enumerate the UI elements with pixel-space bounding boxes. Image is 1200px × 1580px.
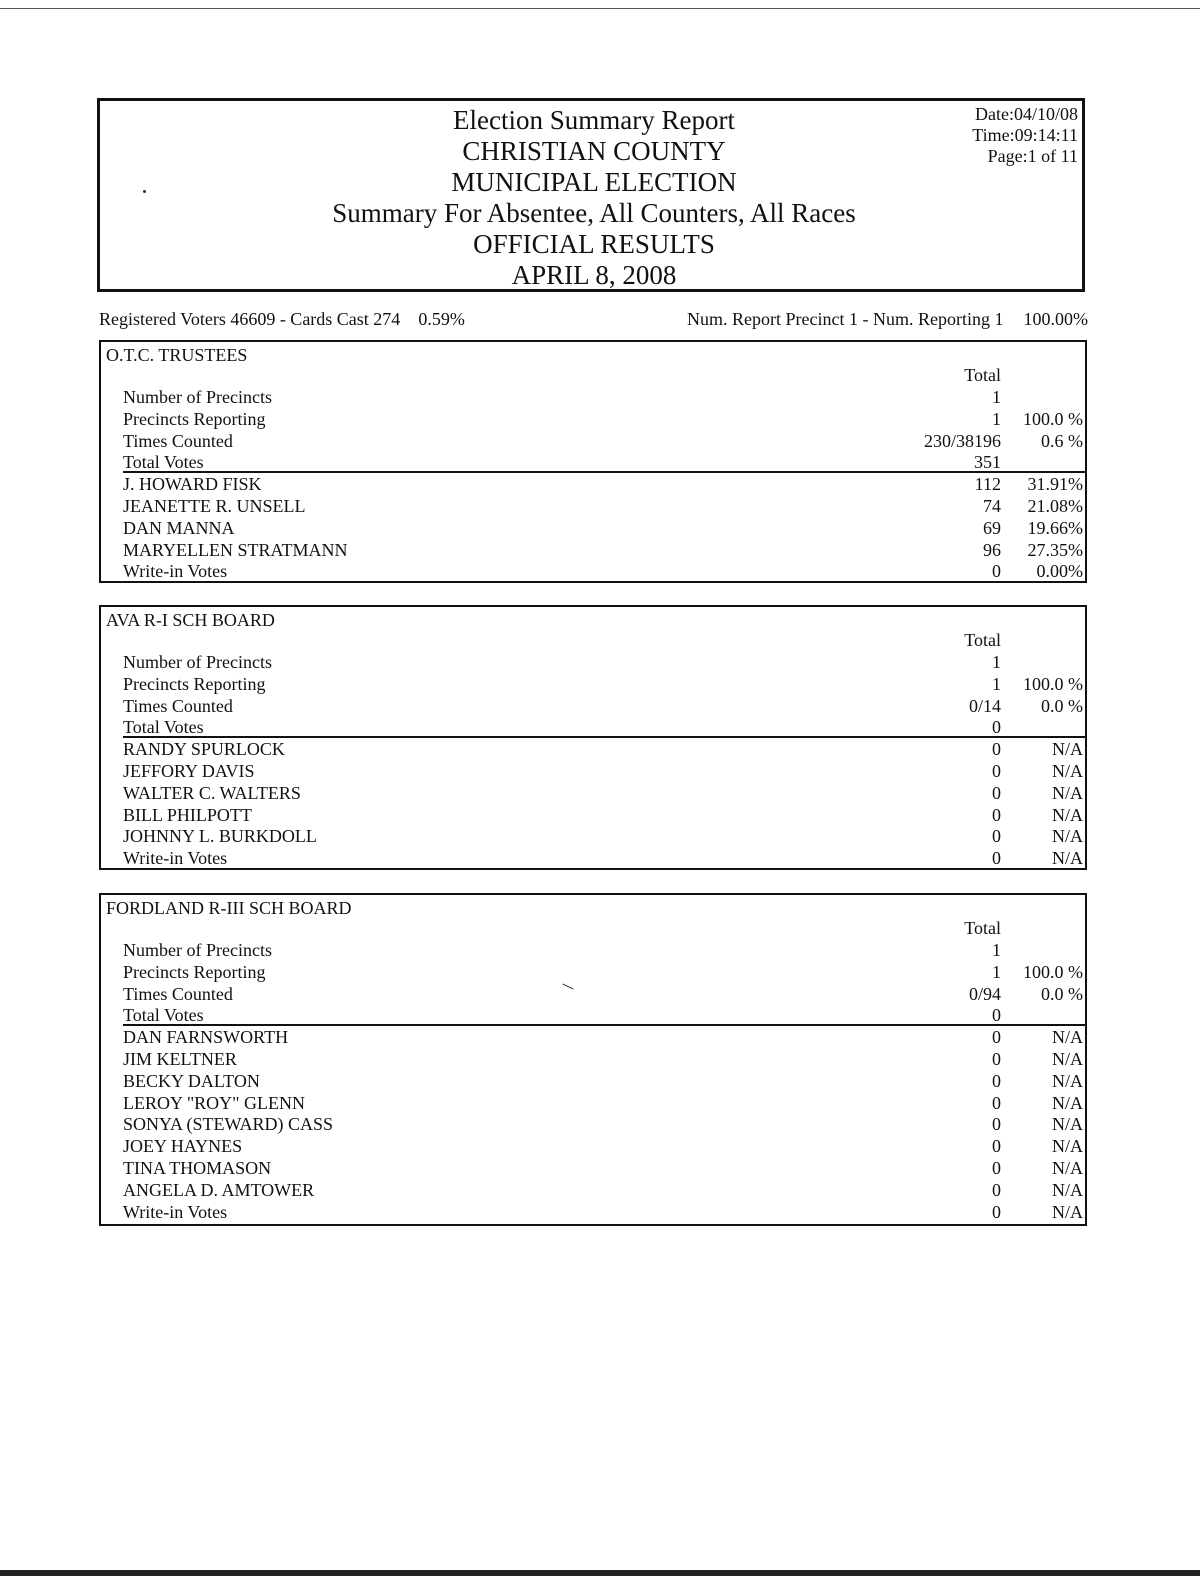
row-label: Number of Precincts bbox=[123, 387, 272, 407]
row-total: 0/94 bbox=[968, 983, 1001, 1004]
total-column-header: Total bbox=[964, 630, 1001, 650]
stat-row bbox=[123, 451, 1083, 473]
race-title: O.T.C. TRUSTEES bbox=[106, 345, 248, 365]
row-percent: N/A bbox=[1052, 1092, 1083, 1113]
row-label: Precincts Reporting bbox=[123, 673, 266, 694]
stat-row bbox=[123, 430, 1083, 452]
row-label: Number of Precincts bbox=[123, 652, 272, 672]
row-total: 0 bbox=[992, 1114, 1001, 1135]
candidate-row bbox=[123, 1070, 1083, 1092]
report-title-block bbox=[100, 105, 1088, 291]
registered-voters-text: Registered Voters 46609 - Cards Cast 274 bbox=[99, 309, 401, 329]
candidate-row bbox=[123, 847, 1083, 869]
row-percent: N/A bbox=[1052, 1158, 1083, 1178]
row-total: 0 bbox=[992, 782, 1001, 803]
summary-scope: Summary For Absentee, All Counters, All Races bbox=[332, 198, 856, 228]
candidate-row bbox=[123, 738, 1083, 760]
row-total: 0 bbox=[992, 717, 1001, 738]
report-title: Election Summary Report bbox=[453, 105, 735, 135]
row-label: DAN MANNA bbox=[123, 517, 235, 538]
row-percent: N/A bbox=[1052, 739, 1083, 760]
row-percent: 0.0 % bbox=[1041, 983, 1083, 1004]
row-percent: 27.35% bbox=[1027, 539, 1083, 560]
election-name: MUNICIPAL ELECTION bbox=[451, 167, 737, 197]
precinct-reporting-summary bbox=[687, 305, 1088, 333]
row-label: RANDY SPURLOCK bbox=[123, 739, 285, 760]
row-label: BILL PHILPOTT bbox=[123, 804, 252, 825]
row-label: JOEY HAYNES bbox=[123, 1136, 243, 1157]
row-label: Precincts Reporting bbox=[123, 408, 266, 429]
row-total: 0 bbox=[992, 1179, 1001, 1200]
page-number: Page:1 of 11 bbox=[987, 146, 1078, 166]
turnout-percent: 0.59% bbox=[418, 309, 465, 329]
row-label: ANGELA D. AMTOWER bbox=[123, 1179, 315, 1200]
row-percent: N/A bbox=[1052, 1201, 1083, 1222]
row-label: MARYELLEN STRATMANN bbox=[123, 539, 348, 560]
candidate-row bbox=[123, 1092, 1083, 1114]
row-total: 1 bbox=[992, 387, 1001, 407]
row-total: 0 bbox=[992, 848, 1001, 869]
row-percent: N/A bbox=[1052, 1027, 1083, 1048]
race-section-ava-school-board bbox=[99, 605, 1087, 870]
turnout-summary bbox=[99, 305, 1088, 333]
report-header bbox=[97, 98, 1085, 292]
row-total: 0 bbox=[992, 1027, 1001, 1048]
row-label: Times Counted bbox=[123, 695, 233, 716]
row-percent: N/A bbox=[1052, 782, 1083, 803]
row-percent: 21.08% bbox=[1027, 496, 1083, 516]
scan-edge-top bbox=[0, 8, 1200, 9]
row-total: 230/38196 bbox=[923, 430, 1001, 451]
row-total: 0 bbox=[992, 561, 1001, 582]
stat-row bbox=[123, 695, 1083, 717]
row-total: 0 bbox=[992, 1005, 1001, 1026]
row-percent: 100.0 % bbox=[1023, 408, 1083, 429]
candidate-row bbox=[123, 1179, 1083, 1201]
row-label: Number of Precincts bbox=[123, 940, 272, 960]
row-label: BECKY DALTON bbox=[123, 1070, 260, 1091]
candidate-row bbox=[123, 495, 1083, 517]
stat-row bbox=[123, 939, 1083, 961]
candidate-row bbox=[123, 539, 1083, 561]
report-meta bbox=[972, 104, 1078, 167]
registered-voters-summary bbox=[99, 305, 465, 333]
row-total: 0 bbox=[992, 1049, 1001, 1069]
county-name: CHRISTIAN COUNTY bbox=[462, 136, 726, 166]
row-percent: 100.0 % bbox=[1023, 673, 1083, 694]
row-total: 1 bbox=[992, 652, 1001, 672]
precinct-reporting-text: Num. Report Precinct 1 - Num. Reporting 1 bbox=[687, 309, 1004, 329]
row-percent: 0.0 % bbox=[1041, 695, 1083, 716]
stat-row bbox=[123, 1004, 1083, 1026]
row-percent: N/A bbox=[1052, 1070, 1083, 1091]
row-label: SONYA (STEWARD) CASS bbox=[123, 1114, 334, 1135]
candidate-row bbox=[123, 760, 1083, 782]
candidate-row bbox=[123, 560, 1083, 582]
race-section-fordland-school-board bbox=[99, 893, 1087, 1226]
row-label: Total Votes bbox=[123, 452, 204, 473]
stat-row bbox=[123, 408, 1083, 430]
stat-row bbox=[123, 386, 1083, 408]
row-percent: N/A bbox=[1052, 826, 1083, 847]
total-column-header: Total bbox=[964, 365, 1001, 385]
stat-row bbox=[123, 716, 1083, 738]
row-label: JEANETTE R. UNSELL bbox=[123, 496, 306, 516]
row-total: 351 bbox=[974, 452, 1001, 473]
row-percent: N/A bbox=[1052, 1114, 1083, 1135]
row-percent: N/A bbox=[1052, 804, 1083, 825]
row-label: Write-in Votes bbox=[123, 848, 228, 869]
race-title: FORDLAND R-III SCH BOARD bbox=[106, 898, 352, 918]
stat-row bbox=[123, 983, 1083, 1005]
row-percent: 19.66% bbox=[1027, 517, 1083, 538]
scan-edge-bottom bbox=[0, 1570, 1200, 1576]
row-total: 0/14 bbox=[968, 695, 1001, 716]
report-time: Time:09:14:11 bbox=[972, 125, 1078, 145]
row-percent: 0.00% bbox=[1036, 561, 1083, 582]
row-total: 69 bbox=[983, 517, 1001, 538]
row-total: 96 bbox=[983, 539, 1001, 560]
report-date: Date:04/10/08 bbox=[975, 104, 1078, 124]
row-total: 1 bbox=[992, 673, 1001, 694]
row-total: 0 bbox=[992, 826, 1001, 847]
row-label: Write-in Votes bbox=[123, 561, 228, 582]
row-label: J. HOWARD FISK bbox=[123, 474, 262, 495]
row-total: 1 bbox=[992, 961, 1001, 982]
row-total: 0 bbox=[992, 739, 1001, 760]
race-title: AVA R-I SCH BOARD bbox=[106, 610, 275, 630]
row-percent: N/A bbox=[1052, 848, 1083, 869]
row-label: TINA THOMASON bbox=[123, 1158, 272, 1178]
row-total: 0 bbox=[992, 761, 1001, 781]
row-total: 0 bbox=[992, 1158, 1001, 1178]
results-status: OFFICIAL RESULTS bbox=[473, 229, 715, 259]
race-section-otc-trustees bbox=[99, 340, 1087, 583]
candidate-row bbox=[123, 1048, 1083, 1070]
candidate-row bbox=[123, 517, 1083, 539]
row-label: JIM KELTNER bbox=[123, 1049, 237, 1069]
row-total: 1 bbox=[992, 408, 1001, 429]
row-label: JOHNNY L. BURKDOLL bbox=[123, 826, 317, 847]
candidate-row bbox=[123, 1113, 1083, 1135]
candidate-row bbox=[123, 1201, 1083, 1223]
row-label: JEFFORY DAVIS bbox=[123, 761, 255, 781]
stat-row bbox=[123, 961, 1083, 983]
candidate-row bbox=[123, 804, 1083, 826]
row-label: LEROY "ROY" GLENN bbox=[123, 1092, 306, 1113]
row-percent: N/A bbox=[1052, 1179, 1083, 1200]
row-percent: N/A bbox=[1052, 1136, 1083, 1157]
election-date: APRIL 8, 2008 bbox=[511, 260, 677, 290]
row-label: Write-in Votes bbox=[123, 1201, 228, 1222]
scan-speck bbox=[143, 190, 146, 193]
candidate-row bbox=[123, 782, 1083, 804]
row-total: 74 bbox=[983, 496, 1001, 516]
candidate-row bbox=[123, 825, 1083, 847]
row-total: 0 bbox=[992, 1136, 1001, 1157]
row-label: Times Counted bbox=[123, 430, 233, 451]
row-label: Total Votes bbox=[123, 717, 204, 738]
row-percent: 31.91% bbox=[1027, 474, 1083, 495]
row-total: 0 bbox=[992, 1070, 1001, 1091]
row-label: Precincts Reporting bbox=[123, 961, 266, 982]
candidate-row bbox=[123, 1157, 1083, 1179]
reporting-percent: 100.00% bbox=[1023, 309, 1088, 329]
row-percent: 0.6 % bbox=[1041, 430, 1083, 451]
row-percent: 100.0 % bbox=[1023, 961, 1083, 982]
row-label: WALTER C. WALTERS bbox=[123, 782, 301, 803]
row-label: Total Votes bbox=[123, 1005, 204, 1026]
row-total: 0 bbox=[992, 1201, 1001, 1222]
candidate-row bbox=[123, 1026, 1083, 1048]
stat-row bbox=[123, 651, 1083, 673]
row-total: 1 bbox=[992, 940, 1001, 960]
row-percent: N/A bbox=[1052, 761, 1083, 781]
row-percent: N/A bbox=[1052, 1049, 1083, 1069]
row-total: 112 bbox=[974, 474, 1001, 495]
total-column-header: Total bbox=[964, 918, 1001, 938]
row-label: Times Counted bbox=[123, 983, 233, 1004]
candidate-row bbox=[123, 473, 1083, 495]
stat-row bbox=[123, 673, 1083, 695]
row-label: DAN FARNSWORTH bbox=[123, 1027, 289, 1048]
row-total: 0 bbox=[992, 1092, 1001, 1113]
candidate-row bbox=[123, 1135, 1083, 1157]
row-total: 0 bbox=[992, 804, 1001, 825]
